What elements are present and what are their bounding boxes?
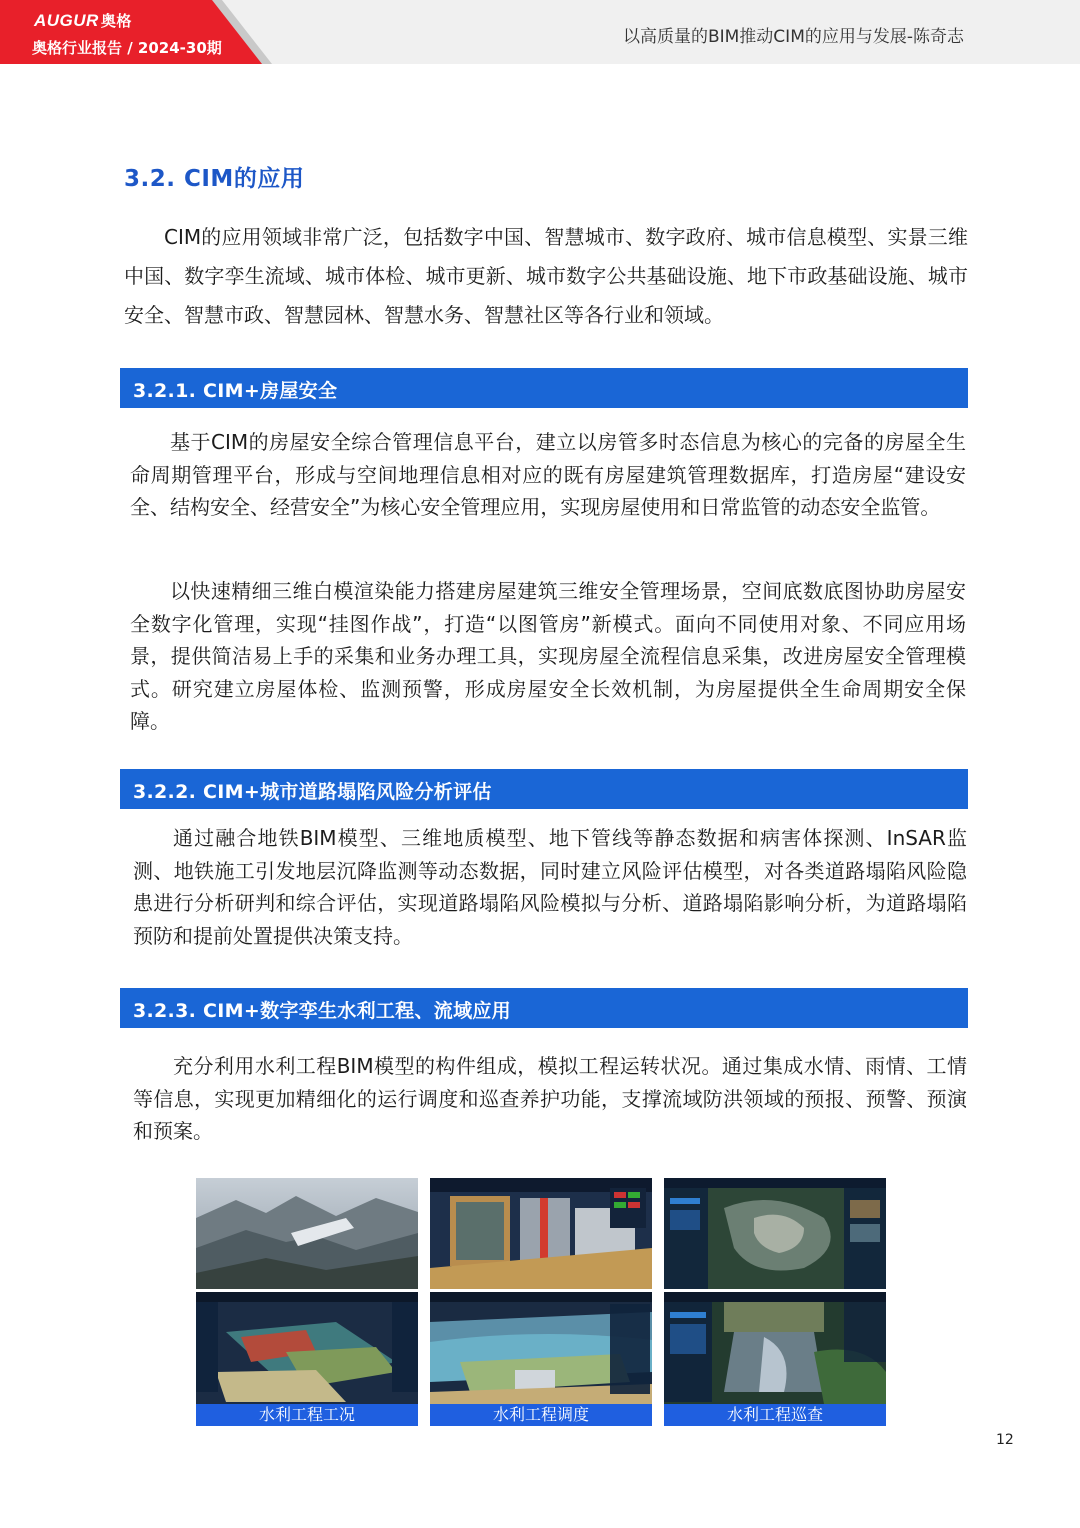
- report-title: 以高质量的BIM推动CIM的应用与发展-陈奇志: [622, 27, 964, 47]
- page-number: 12: [996, 1432, 1014, 1448]
- subsection-title: 3.2.3. CIM+数字孪生水利工程、流域应用: [133, 1000, 511, 1022]
- report-issue: 奥格行业报告 / 2024-30期: [32, 39, 222, 57]
- subsection-bar-house-safety: [120, 368, 968, 408]
- subsection-bar-water-conservancy: [120, 988, 968, 1028]
- augur-logo: [34, 10, 132, 31]
- caption-status: 水利工程工况: [196, 1404, 418, 1426]
- water-conservancy-paragraph: 充分利用水利工程BIM模型的构件组成，模拟工程运转状况。通过集成水情、雨情、工情等信息，实现更加精细化的运行调度和巡查养护功能，支撑流域防洪领域的预报、预警、预演和预案。: [133, 1054, 967, 1143]
- section-title: 3.2. CIM的应用: [124, 166, 305, 192]
- project-dispatch-tile: [430, 1292, 652, 1426]
- logo-latin: AUGUR: [34, 11, 99, 30]
- page-header: [0, 0, 1080, 64]
- logo-cn: 奥格: [100, 13, 132, 30]
- basin-map-image: [664, 1178, 886, 1289]
- caption-dispatch: 水利工程调度: [430, 1404, 652, 1426]
- house-safety-paragraph-1: 基于CIM的房屋安全综合管理信息平台，建立以房管多时态信息为核心的完备的房屋全生命周期管理平台，形成与空间地理信息相对应的既有房屋建筑管理数据库，打造房屋“建设安全、结构安全、经营安全”为核心安全管理应用，实现房屋使用和日常监管的动态安全监管。: [130, 430, 966, 519]
- subsection-title: 3.2.1. CIM+房屋安全: [133, 380, 338, 402]
- water-project-gallery: [196, 1178, 888, 1426]
- house-safety-paragraph-2: 以快速精细三维白模渲染能力搭建房屋建筑三维安全管理场景，空间底数底图协助房屋安全数字化管理，实现“挂图作战”，打造“以图管房”新模式。面向不同使用对象、不同应用场景，提供简洁易上手的采集和业务办理工具，实现房屋全流程信息采集，改进房屋安全管理模式。研究建立房屋体检、监测预警，形成房屋安全长效机制，为房屋提供全生命周期安全保障。: [130, 579, 966, 733]
- subsection-title: 3.2.2. CIM+城市道路塌陷风险分析评估: [133, 781, 492, 803]
- road-collapse-paragraph: 通过融合地铁BIM模型、三维地质模型、地下管线等静态数据和病害体探测、InSAR监测、地铁施工引发地层沉降监测等动态数据，同时建立风险评估模型，对各类道路塌陷风险隐患进行分析研判和综合评估，实现道路塌陷风险模拟与分析、道路塌陷影响分析，为道路塌陷预防和提前处置提供决策支持。: [133, 826, 967, 948]
- project-inspection-tile: [664, 1292, 886, 1426]
- project-status-tile: [196, 1292, 418, 1426]
- subsection-bar-road-collapse: [120, 769, 968, 809]
- control-room-image: [430, 1178, 652, 1289]
- dam-landscape-image: [196, 1178, 418, 1289]
- caption-inspection: 水利工程巡查: [664, 1404, 886, 1426]
- section-intro-paragraph: CIM的应用领域非常广泛，包括数字中国、智慧城市、数字政府、城市信息模型、实景三维中国、数字孪生流域、城市体检、城市更新、城市数字公共基础设施、地下市政基础设施、城市安全、智慧市政、智慧园林、智慧水务、智慧社区等各行业和领域。: [124, 225, 968, 327]
